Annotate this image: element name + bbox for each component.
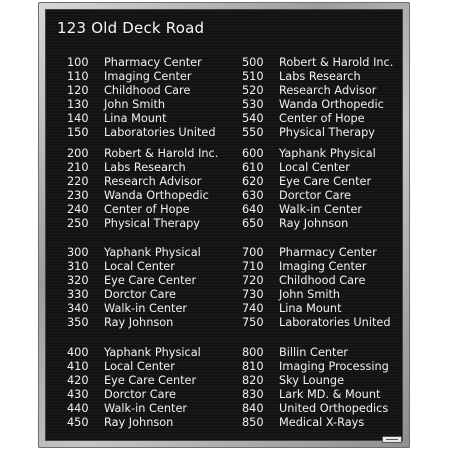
tenant-name: Childhood Care <box>104 84 191 97</box>
tenant-name: Dorctor Care <box>279 189 351 202</box>
tenant-name: Eye Care Center <box>104 274 197 287</box>
suite-number: 700 <box>242 246 264 259</box>
suite-number: 240 <box>67 203 89 216</box>
suite-number: 540 <box>242 112 264 125</box>
tenant-name: Labs Research <box>279 70 361 83</box>
tenant-name: Lark MD. & Mount <box>279 388 381 401</box>
tenant-name: Walk-in Center <box>104 302 188 315</box>
tenant-name: Local Center <box>104 360 175 373</box>
suite-number: 520 <box>242 84 264 97</box>
tenant-name: Dorctor Care <box>104 388 176 401</box>
tenant-name: Wanda Orthopedic <box>104 189 209 202</box>
tenant-name: Imaging Center <box>279 260 367 273</box>
suite-number: 300 <box>67 246 89 259</box>
suite-number: 500 <box>242 56 264 69</box>
suite-number: 730 <box>242 288 264 301</box>
tenant-name: Eye Care Center <box>104 374 197 387</box>
suite-number: 740 <box>242 302 264 315</box>
suite-number: 220 <box>67 175 89 188</box>
suite-number: 750 <box>242 316 264 329</box>
tenant-name: Imaging Processing <box>279 360 389 373</box>
suite-number: 530 <box>242 98 264 111</box>
suite-number: 350 <box>67 316 89 329</box>
suite-number: 840 <box>242 402 264 415</box>
suite-number: 630 <box>242 189 264 202</box>
suite-number: 130 <box>67 98 89 111</box>
tenant-name: Ray Johnson <box>104 316 174 329</box>
suite-number: 620 <box>242 175 264 188</box>
suite-number: 600 <box>242 147 264 160</box>
tenant-name: John Smith <box>279 288 341 301</box>
tenant-name: Research Advisor <box>279 84 377 97</box>
suite-number: 710 <box>242 260 264 273</box>
suite-number: 820 <box>242 374 264 387</box>
tenant-name: Physical Therapy <box>104 217 200 230</box>
suite-number: 650 <box>242 217 264 230</box>
suite-number: 400 <box>67 346 89 359</box>
tenant-name: Sky Lounge <box>279 374 345 387</box>
tenant-name: Yaphank Physical <box>104 346 201 359</box>
tenant-name: Physical Therapy <box>279 126 375 139</box>
tenant-name: Ray Johnson <box>104 416 174 429</box>
tenant-name: Labs Research <box>104 161 186 174</box>
tenant-name: Childhood Care <box>279 274 366 287</box>
suite-number: 510 <box>242 70 264 83</box>
suite-number: 120 <box>67 84 89 97</box>
directory-board <box>45 9 403 441</box>
suite-number: 200 <box>67 147 89 160</box>
suite-number: 420 <box>67 374 89 387</box>
tenant-name: Walk-in Center <box>279 203 363 216</box>
suite-number: 800 <box>242 346 264 359</box>
suite-number: 100 <box>67 56 89 69</box>
tenant-name: Pharmacy Center <box>279 246 377 259</box>
tenant-name: United Orthopedics <box>279 402 389 415</box>
tenant-name: Laboratories United <box>104 126 216 139</box>
suite-number: 430 <box>67 388 89 401</box>
suite-number: 610 <box>242 161 264 174</box>
tenant-name: Center of Hope <box>279 112 365 125</box>
tenant-name: Pharmacy Center <box>104 56 202 69</box>
suite-number: 720 <box>242 274 264 287</box>
tenant-name: Research Advisor <box>104 175 202 188</box>
suite-number: 320 <box>67 274 89 287</box>
tenant-name: Yaphank Physical <box>104 246 201 259</box>
tenant-name: Robert & Harold Inc. <box>104 147 219 160</box>
suite-number: 810 <box>242 360 264 373</box>
suite-number: 410 <box>67 360 89 373</box>
manufacturer-badge <box>382 436 402 443</box>
tenant-name: Medical X-Rays <box>279 416 365 429</box>
suite-number: 450 <box>67 416 89 429</box>
suite-number: 550 <box>242 126 264 139</box>
suite-number: 140 <box>67 112 89 125</box>
tenant-name: Yaphank Physical <box>279 147 376 160</box>
suite-number: 310 <box>67 260 89 273</box>
tenant-name: Billin Center <box>279 346 349 359</box>
suite-number: 640 <box>242 203 264 216</box>
suite-number: 110 <box>67 70 89 83</box>
tenant-name: John Smith <box>104 98 166 111</box>
tenant-name: Local Center <box>104 260 175 273</box>
tenant-name: Dorctor Care <box>104 288 176 301</box>
tenant-name: Center of Hope <box>104 203 190 216</box>
tenant-name: Wanda Orthopedic <box>279 98 384 111</box>
tenant-name: Local Center <box>279 161 350 174</box>
suite-number: 850 <box>242 416 264 429</box>
suite-number: 340 <box>67 302 89 315</box>
tenant-name: Walk-in Center <box>104 402 188 415</box>
tenant-name: Lina Mount <box>279 302 342 315</box>
tenant-name: Laboratories United <box>279 316 391 329</box>
suite-number: 210 <box>67 161 89 174</box>
tenant-name: Eye Care Center <box>279 175 372 188</box>
tenant-name: Robert & Harold Inc. <box>279 56 394 69</box>
suite-number: 440 <box>67 402 89 415</box>
tenant-name: Imaging Center <box>104 70 192 83</box>
tenant-name: Ray Johnson <box>279 217 349 230</box>
suite-number: 230 <box>67 189 89 202</box>
suite-number: 330 <box>67 288 89 301</box>
suite-number: 250 <box>67 217 89 230</box>
suite-number: 150 <box>67 126 89 139</box>
suite-number: 830 <box>242 388 264 401</box>
board-title: 123 Old Deck Road <box>57 19 205 37</box>
tenant-name: Lina Mount <box>104 112 167 125</box>
